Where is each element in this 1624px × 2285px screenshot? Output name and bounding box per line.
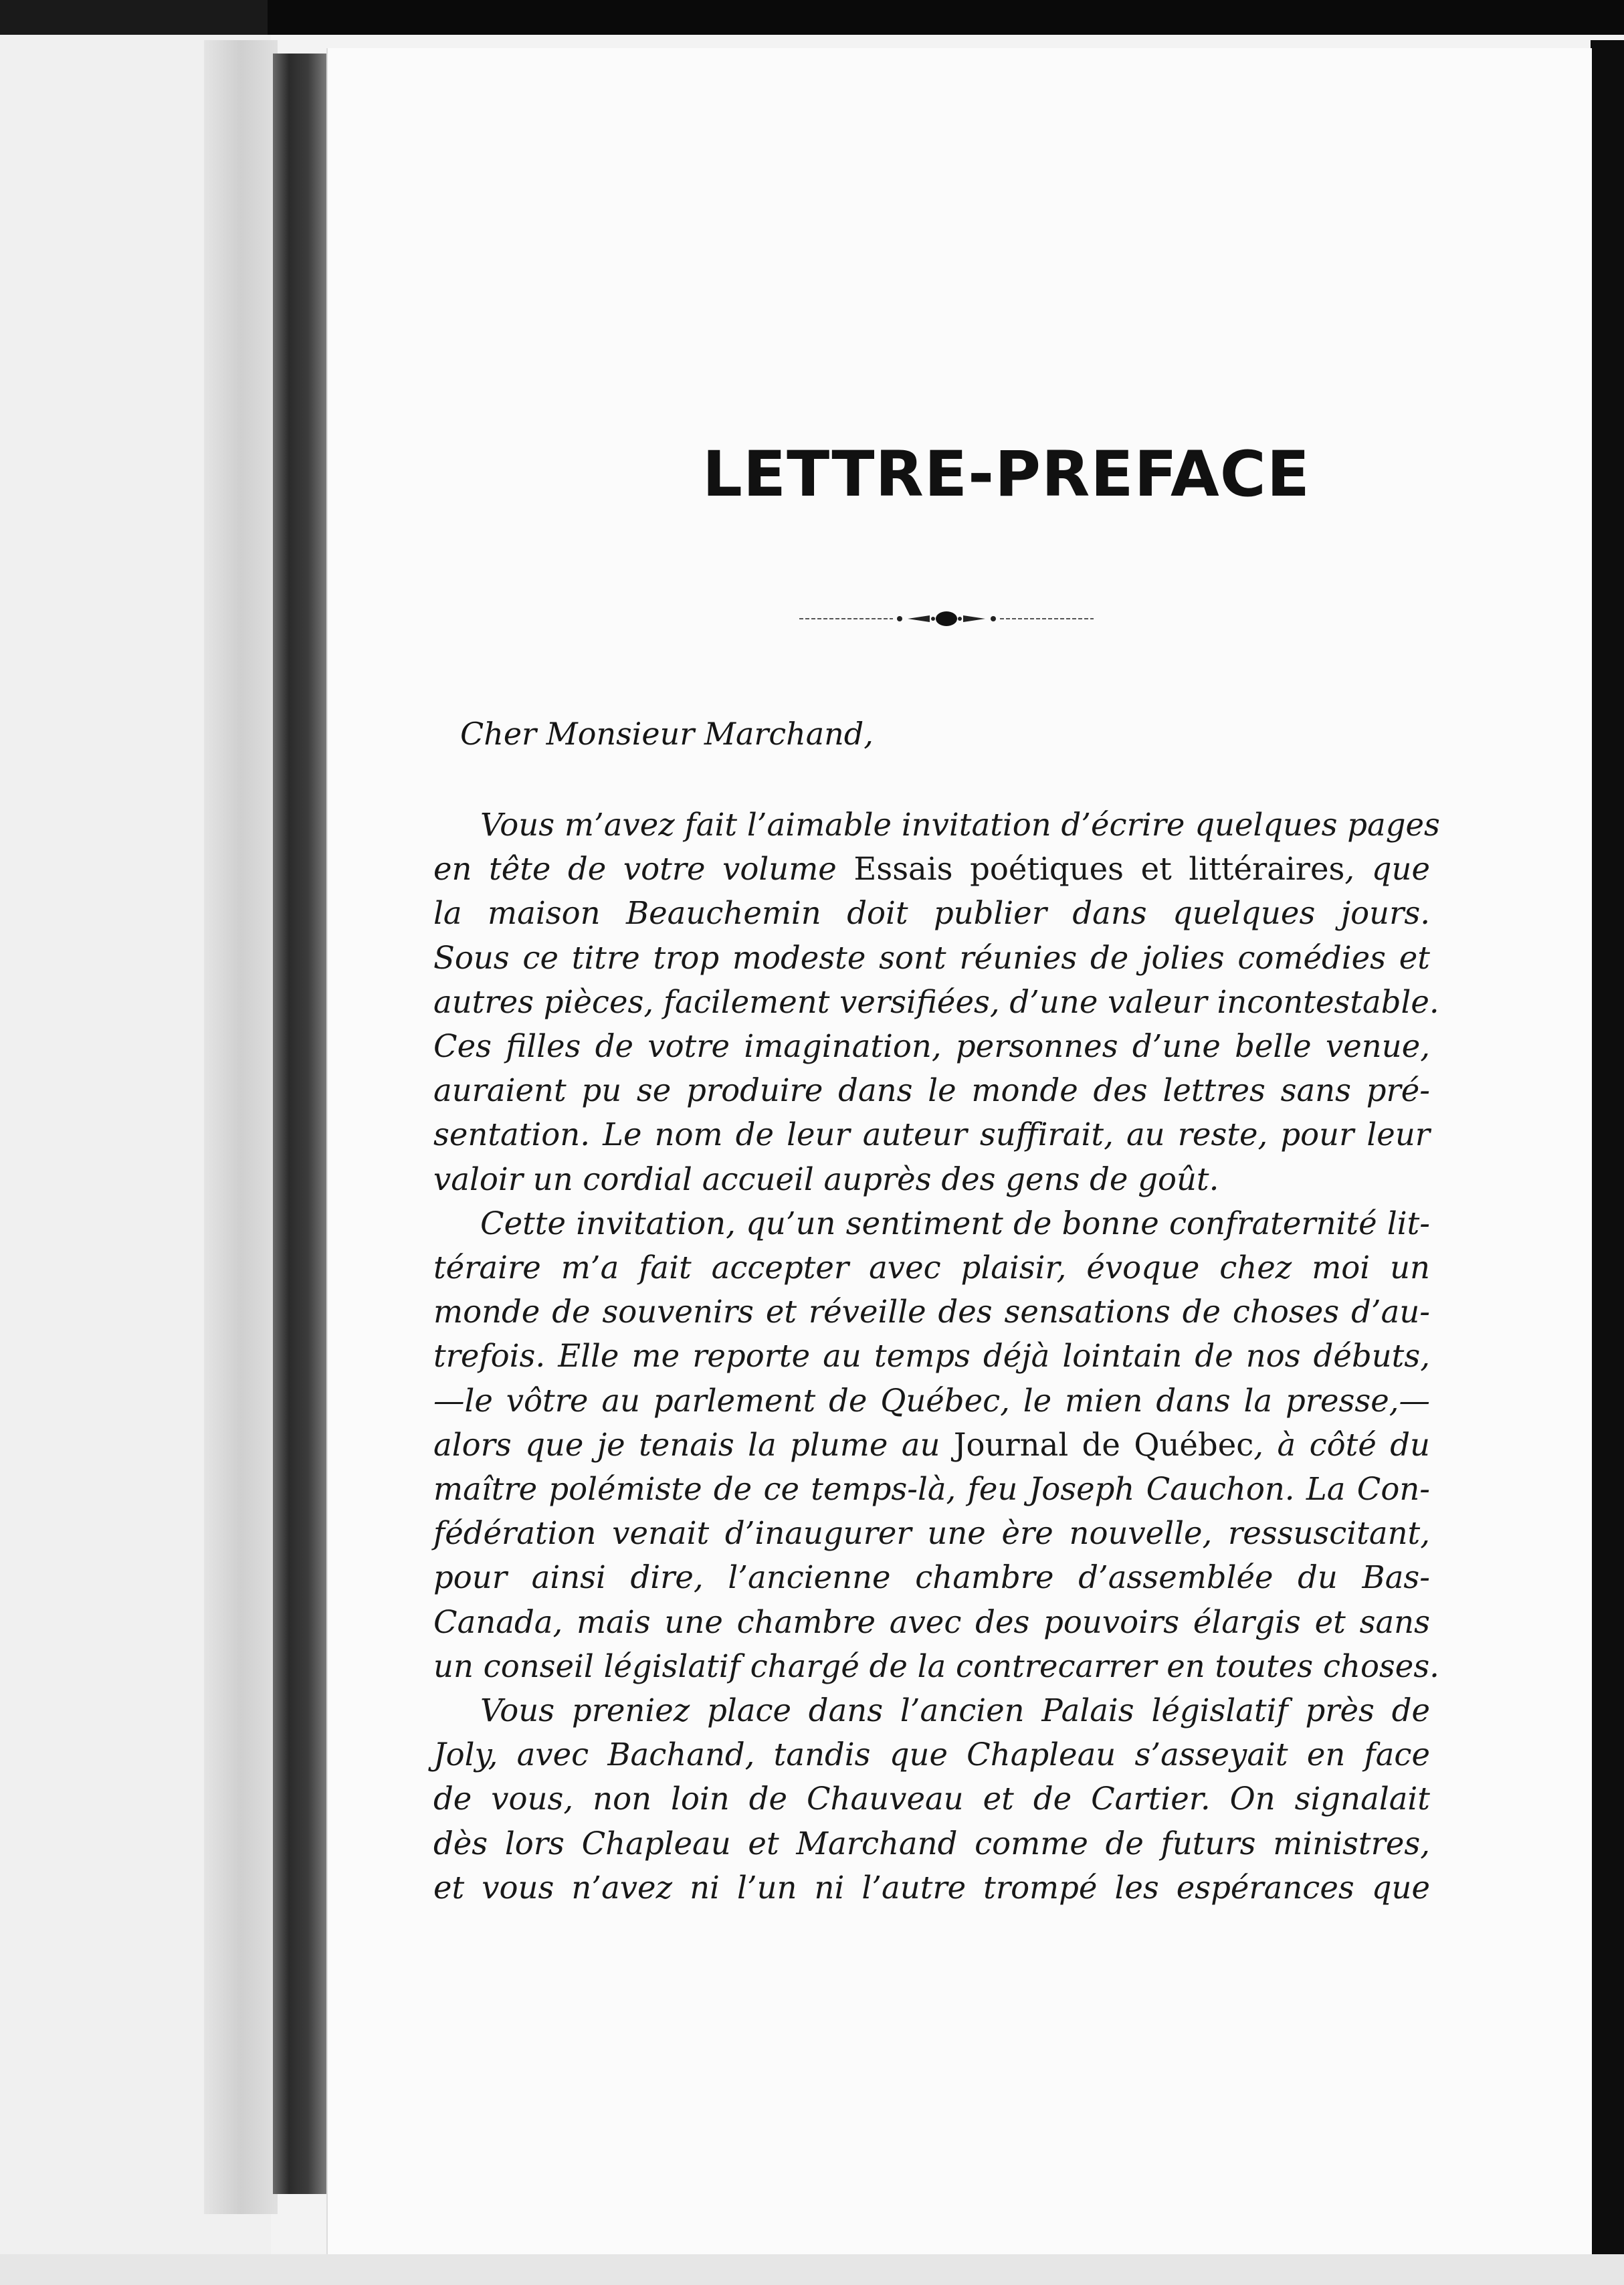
text-line: alors que je tenais la plume au Journal de Québec, à côté du: [433, 1426, 1430, 1463]
text-line: Ces filles de votre imagination, personnes d’une belle venue,: [433, 1028, 1430, 1065]
salutation: Cher Monsieur Marchand,: [460, 716, 874, 752]
text-line: auraient pu se produire dans le monde des lettres sans pré-: [433, 1072, 1430, 1109]
text-line: fédération venait d’inaugurer une ère nouvelle, ressuscitant,: [433, 1515, 1430, 1552]
text-line: pour ainsi dire, l’ancienne chambre d’assemblée du Bas-: [433, 1559, 1430, 1596]
scan-bottom-edge: [0, 2254, 1624, 2285]
text-line: maître polémiste de ce temps-là, feu Joseph Cauchon. La Con-: [433, 1471, 1430, 1508]
text-line: monde de souvenirs et réveille des sensations de choses d’au-: [433, 1294, 1430, 1330]
text-line: valoir un cordial accueil auprès des gens de goût.: [433, 1161, 1219, 1197]
text-line: Canada, mais une chambre avec des pouvoirs élargis et sans: [433, 1603, 1430, 1640]
text-line: en tête de votre volume Essais poétiques et littéraires, que: [433, 851, 1430, 888]
text-line: téraire m’a fait accepter avec plaisir, évoque chez moi un: [433, 1250, 1430, 1286]
text-line: autres pièces, facilement versifiées, d’une valeur incontestable.: [433, 983, 1439, 1020]
text-line: de vous, non loin de Chauveau et de Cartier. On signalait: [433, 1781, 1430, 1817]
text-line: et vous n’avez ni l’un ni l’autre trompé les espérances que: [433, 1869, 1430, 1906]
book-spine-gutter: [273, 54, 326, 2194]
text-line: Sous ce titre trop modeste sont réunies de jolies comédies et: [433, 939, 1430, 976]
text-line: Vous m’avez fait l’aimable invitation d’écrire quelques pages: [480, 807, 1440, 843]
text-line: trefois. Elle me reporte au temps déjà lointain de nos débuts,: [433, 1338, 1430, 1375]
text-line: —le vôtre au parlement de Québec, le mien dans la presse,—: [433, 1382, 1430, 1419]
page-title: LETTRE-PREFACE: [702, 438, 1310, 511]
text-line: Vous preniez place dans l’ancien Palais législatif près de: [480, 1692, 1430, 1729]
book-title-ref: Essais poétiques et littéraires: [853, 851, 1345, 888]
scan-right-border: [1591, 40, 1624, 2285]
text-line: la maison Beauchemin doit publier dans quelques jours.: [433, 895, 1430, 932]
text-line: un conseil législatif chargé de la contrecarrer en toutes choses.: [433, 1648, 1439, 1684]
newspaper-title-ref: Journal de Québec: [953, 1426, 1254, 1463]
text-line: sentation. Le nom de leur auteur suffirait, au reste, pour leur: [433, 1116, 1430, 1153]
scan-top-border-left: [0, 0, 268, 35]
text-line: dès lors Chapleau et Marchand comme de futurs ministres,: [433, 1825, 1430, 1862]
text-line: Joly, avec Bachand, tandis que Chapleau s’asseyait en face: [433, 1736, 1430, 1773]
text-line: Cette invitation, qu’un sentiment de bonne confraternité lit-: [480, 1205, 1430, 1241]
ornament-divider: [793, 605, 1100, 632]
left-page-edge: [204, 40, 278, 2214]
letter-body: [433, 803, 1440, 1910]
